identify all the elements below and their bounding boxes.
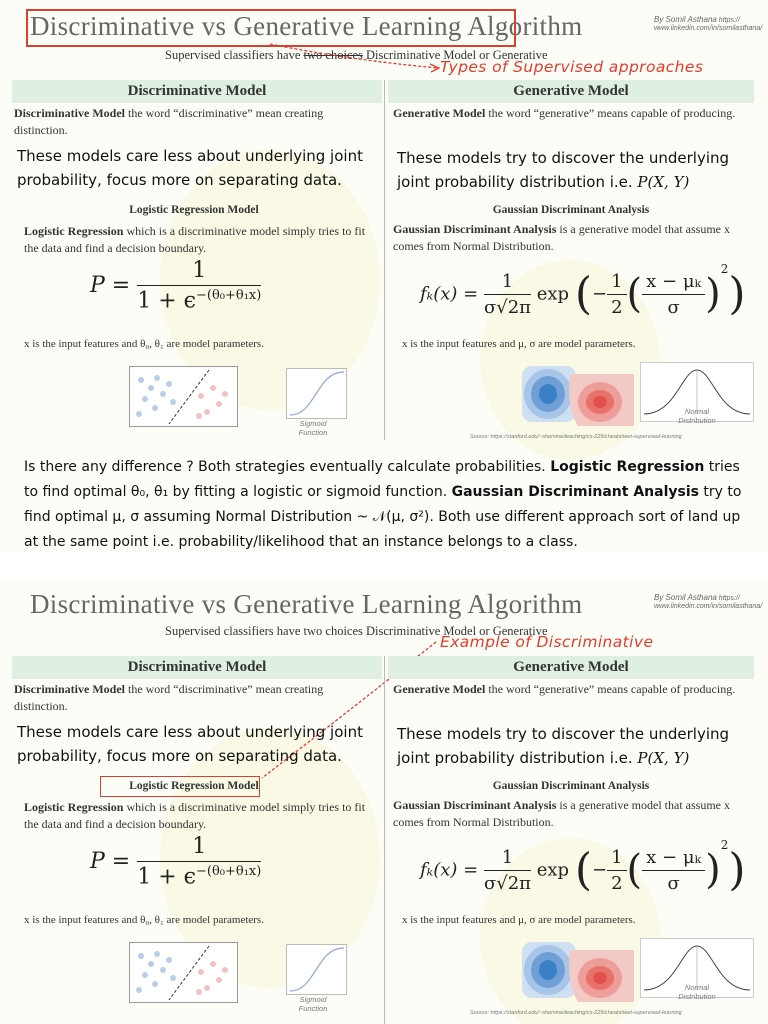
author-name: By Somil Asthana	[654, 15, 717, 24]
sigmoid-plot	[286, 944, 348, 996]
author-url: www.linkedin.com/in/somilasthana/	[654, 603, 763, 610]
column-divider	[384, 656, 385, 1024]
logistic-regression-description: Logistic Regression which is a discriminative model simply tries to fit the data and find a decision boundary.	[24, 224, 366, 255]
discriminative-definition: Discriminative Model the word “discriminative” mean creating distinction.	[14, 682, 324, 713]
gda-description: Gaussian Discriminant Analysis is a generative model that assume x comes from Normal Distribution.	[393, 798, 730, 829]
logistic-formula: P = $\frac{1}{1 + \epsilon^{-(\theta_0+\theta_1x)}}$	[90, 834, 262, 890]
generative-summary: These models try to discover the underlying joint probability distribution i.e. P(X, Y)	[397, 149, 730, 191]
page-title: Discriminative vs Generative Learning Algorithm	[30, 11, 583, 41]
gda-heading: Gaussian Discriminant Analysis	[492, 204, 650, 216]
logistic-regression-heading: Logistic Regression Model	[129, 780, 259, 792]
subtitle: Supervised classifiers have two choices Discriminative Model or Generative	[165, 48, 548, 62]
logistic-params: x is the input features and θ₀, θ₁ are model parameters.	[24, 914, 264, 926]
decision-boundary-plot	[129, 366, 239, 428]
generative-definition: Generative Model the word “generative” means capable of producing.	[393, 106, 736, 120]
discriminative-definition: Discriminative Model the word “discriminative” mean creating distinction.	[14, 106, 324, 137]
decision-boundary-plot	[129, 942, 239, 1004]
source-link[interactable]: Source: https://stanford.edu/~shervine/teaching/cs-229/cheatsheet-supervised-learning	[470, 1010, 682, 1016]
gda-heading: Gaussian Discriminant Analysis	[492, 780, 650, 792]
gda-contour-plot	[522, 942, 638, 1004]
column-header-discriminative: Discriminative Model	[12, 80, 382, 103]
gda-params: x is the input features and μ, σ are model parameters.	[402, 338, 636, 350]
normal-distribution-caption: Normal Distribution	[678, 407, 716, 425]
generative-summary: These models try to discover the underlying joint probability distribution i.e. P(X, Y)	[397, 725, 730, 767]
author-url: www.linkedin.com/in/somilasthana/	[654, 25, 763, 32]
page-title: Discriminative vs Generative Learning Algorithm	[30, 589, 583, 619]
discriminative-summary: These models care less about underlying joint probability, focus more on separating data.	[17, 147, 363, 189]
logistic-regression-highlight-box	[100, 776, 260, 797]
struck-text: two choices	[303, 48, 363, 62]
sigmoid-plot	[286, 368, 348, 420]
normal-distribution-caption: Normal Distribution	[678, 983, 716, 1001]
column-header-generative: Generative Model	[388, 656, 754, 679]
subtitle: Supervised classifiers have two choices Discriminative Model or Generative	[165, 624, 548, 638]
generative-definition: Generative Model the word “generative” means capable of producing.	[393, 682, 736, 696]
comparison-summary: Is there any difference ? Both strategies eventually calculate probabilities. Logistic Regression tries to find optimal θ₀, θ₁ by fitting a logistic or sigmoid function. Gaussian Discriminant Analysis try to find optimal μ, σ assuming Normal Distribution ~ 𝒩(μ, σ²). Both use different approach sort of land up at the same point i.e. probability/likelihood that an instance belongs to a class.	[24, 459, 742, 550]
column-header-discriminative: Discriminative Model	[12, 656, 382, 679]
gda-contour-plot	[522, 366, 638, 428]
column-divider	[384, 80, 385, 440]
gda-params: x is the input features and μ, σ are model parameters.	[402, 914, 636, 926]
column-header-generative: Generative Model	[388, 80, 754, 103]
annotation-example-of-discriminative: Example of Discriminative	[440, 633, 654, 651]
sigmoid-caption: Sigmoid Function	[298, 995, 328, 1013]
gda-description: Gaussian Discriminant Analysis is a generative model that assume x comes from Normal Distribution.	[393, 222, 730, 253]
source-link[interactable]: Source: https://stanford.edu/~shervine/teaching/cs-229/cheatsheet-supervised-learning	[470, 434, 682, 440]
logistic-params: x is the input features and θ₀, θ₁ are model parameters.	[24, 338, 264, 350]
annotation-types-of-supervised: Types of Supervised approaches	[440, 58, 704, 76]
logistic-regression-heading: Logistic Regression Model	[129, 204, 259, 216]
slide-panel-2	[0, 578, 768, 1024]
author-name: By Somil Asthana	[654, 593, 717, 602]
gaussian-formula: fₖ(x) = $\frac{1}{\sigma√2\pi}$ exp (− $\frac{1}{2}$ ( $\frac{\text{x − μₖ}}{\sigma}$ )$^2$)	[420, 838, 746, 896]
gaussian-formula: fₖ(x) = $\frac{1}{\sigma√2\pi}$ exp (− $\frac{1}{2}$ ( $\frac{\text{x − μₖ}}{\sigma}$ )$^2$)	[420, 262, 746, 320]
logistic-formula: P = $\frac{1}{1 + \epsilon^{-(\theta_0+\theta_1x)}}$	[90, 258, 262, 314]
author-url: https://	[718, 17, 740, 24]
discriminative-summary: These models care less about underlying joint probability, focus more on separating data.	[17, 723, 363, 765]
logistic-regression-description: Logistic Regression which is a discriminative model simply tries to fit the data and find a decision boundary.	[24, 800, 366, 831]
author-url: https://	[718, 595, 740, 602]
sigmoid-caption: Sigmoid Function	[298, 419, 328, 437]
